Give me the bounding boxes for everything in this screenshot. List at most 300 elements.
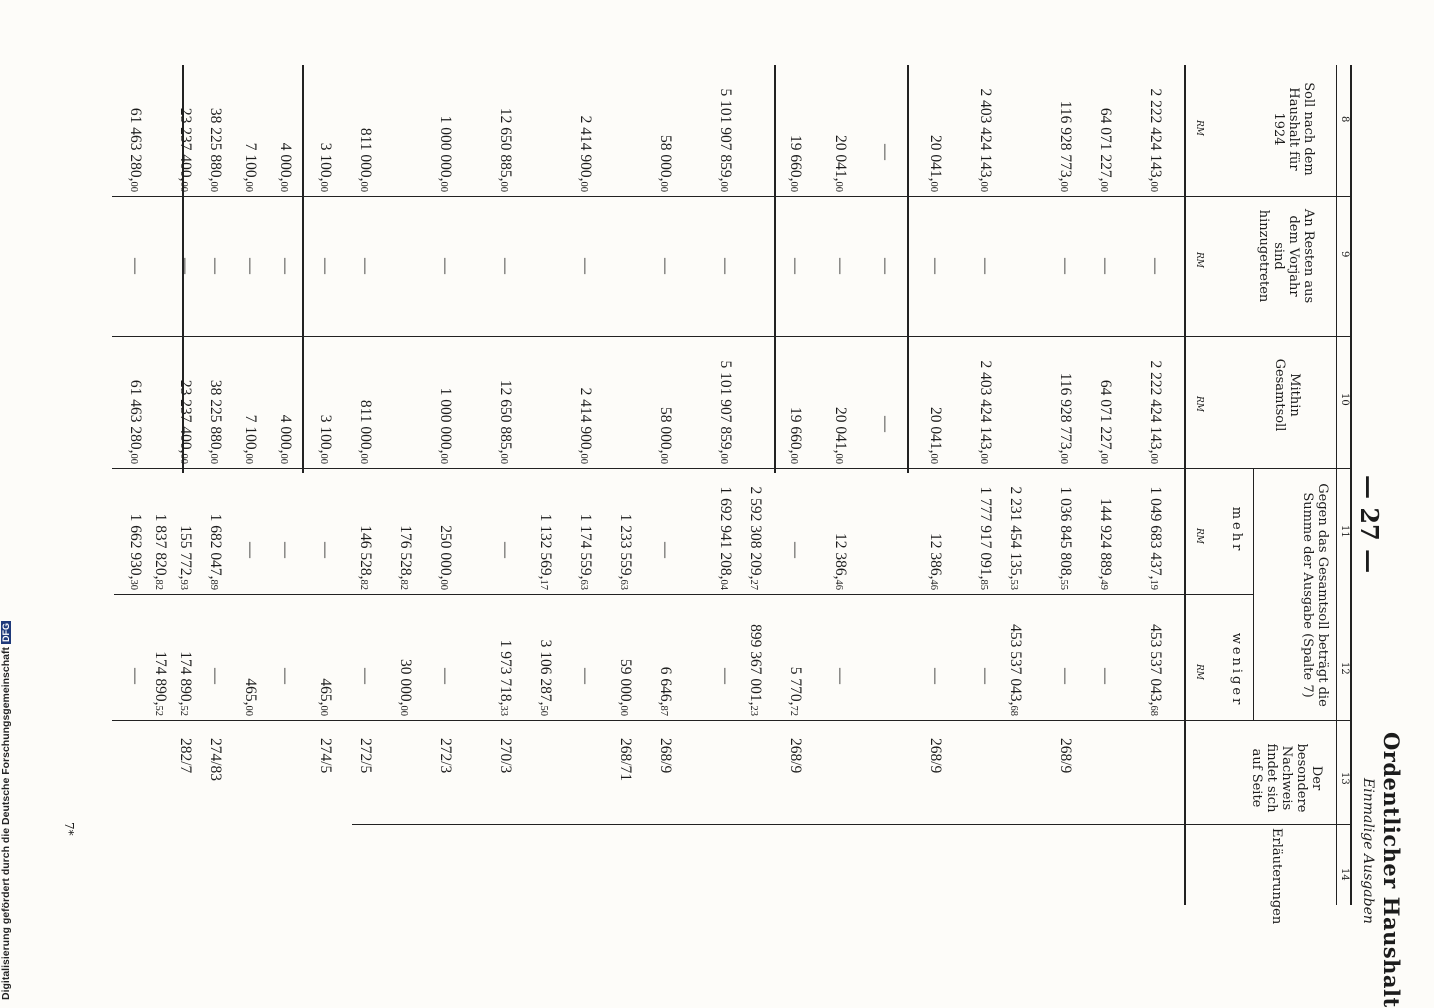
amount-decimals: 85 xyxy=(978,579,989,590)
cell-page-ref: 274/83 xyxy=(207,738,224,782)
amount-decimals: 00 xyxy=(278,181,289,192)
amount: 1 692 941 208, xyxy=(717,486,734,580)
cell-c12 xyxy=(656,667,674,716)
amount: 19 660, xyxy=(787,407,804,454)
amount: 2 592 308 209, xyxy=(747,486,764,580)
header-nachweis: Der besondere Nachweis findet sich auf Seite xyxy=(1249,743,1324,813)
amount: 5 770, xyxy=(787,666,804,706)
amount: 1 036 845 808, xyxy=(1057,486,1074,580)
cell-c12 xyxy=(316,678,334,716)
cell-c9: — xyxy=(657,258,674,274)
amount: 176 528, xyxy=(397,525,414,580)
amount-decimals: 00 xyxy=(498,453,509,464)
cell-c10 xyxy=(926,407,944,464)
amount: 146 528, xyxy=(357,525,374,580)
amount-decimals: 89 xyxy=(208,579,219,590)
amount-decimals: 00 xyxy=(178,181,189,192)
cell-c10: — xyxy=(877,416,894,432)
amount: 7 100, xyxy=(242,414,259,454)
cell-c11 xyxy=(746,487,764,591)
amount: 144 924 889, xyxy=(1097,498,1114,580)
amount: 465, xyxy=(242,678,259,706)
amount: 2 222 424 143, xyxy=(1147,88,1164,182)
amount: 1 000 000, xyxy=(437,387,454,454)
amount-decimals: 00 xyxy=(1058,181,1069,192)
cell-c12: — xyxy=(1097,668,1114,684)
cell-c9: — xyxy=(127,258,144,274)
cell-c9: — xyxy=(497,258,514,274)
colnum-13: 13 xyxy=(1339,772,1350,785)
cell-c12: — xyxy=(717,668,734,684)
cell-c10 xyxy=(126,380,144,464)
amount-decimals: 00 xyxy=(358,181,369,192)
amount: 3 100, xyxy=(317,414,334,454)
cell-c9: — xyxy=(787,258,804,274)
amount: 6 646, xyxy=(657,666,674,706)
cell-c9: — xyxy=(1147,258,1164,274)
amount-decimals: 50 xyxy=(538,705,549,716)
cell-c11: — xyxy=(277,542,294,558)
col-rule-3 xyxy=(112,468,1352,469)
cell-c11 xyxy=(831,533,849,590)
header-soll: Soll nach dem Haushalt für 1924 xyxy=(1271,82,1316,176)
amount: 58 000, xyxy=(657,407,674,454)
cell-c9: — xyxy=(177,258,194,274)
cell-page-ref: 272/3 xyxy=(437,738,454,774)
amount-decimals: 00 xyxy=(358,453,369,464)
colnum-10: 10 xyxy=(1339,393,1350,406)
amount: 61 463 280, xyxy=(127,379,144,454)
page-number: — 27 — xyxy=(1355,475,1384,574)
cell-c10 xyxy=(496,380,514,464)
colnum-12: 12 xyxy=(1339,662,1350,675)
amount-decimals: 00 xyxy=(718,181,729,192)
amount-decimals: 17 xyxy=(538,579,549,590)
cell-c12: — xyxy=(437,668,454,684)
amount: 1 233 559, xyxy=(617,513,634,580)
amount-decimals: 00 xyxy=(243,705,254,716)
cell-c12 xyxy=(241,678,259,716)
amount-decimals: 00 xyxy=(243,453,254,464)
cell-c11 xyxy=(356,525,374,590)
header-top-rule xyxy=(1350,65,1352,905)
cell-c12 xyxy=(746,624,764,716)
cell-c8 xyxy=(786,135,804,192)
header-gesamtsoll: Mithin Gesamtsoll xyxy=(1272,358,1302,432)
amount-decimals: 00 xyxy=(833,181,844,192)
amount-decimals: 00 xyxy=(658,181,669,192)
cell-page-ref: 282/7 xyxy=(177,738,194,774)
cell-c8 xyxy=(436,116,454,192)
cell-c12: — xyxy=(977,668,994,684)
amount: 174 890, xyxy=(152,651,169,706)
digitization-text: Digitalisierung gefördert durch die Deutsche Forschungsgemeinschaft xyxy=(0,647,12,1000)
cell-c10 xyxy=(716,361,734,465)
amount: 1 973 718, xyxy=(497,639,514,706)
amount: 20 041, xyxy=(832,407,849,454)
amount: 453 537 043, xyxy=(1147,624,1164,706)
cell-c10 xyxy=(276,415,294,464)
cell-c10 xyxy=(176,380,194,464)
amount-decimals: 00 xyxy=(498,181,509,192)
cell-page-ref: 268/9 xyxy=(787,738,804,774)
amount-decimals: 00 xyxy=(278,453,289,464)
cell-c12 xyxy=(786,667,804,716)
amount: 12 650 885, xyxy=(497,379,514,454)
header-mehr: mehr xyxy=(1229,506,1244,554)
col-rule-4 xyxy=(114,594,1254,595)
amount-decimals: 23 xyxy=(748,705,759,716)
col-rule-6 xyxy=(352,824,1352,825)
amount: 453 537 043, xyxy=(1007,624,1024,706)
cell-c8 xyxy=(316,143,334,192)
amount-decimals: 00 xyxy=(243,181,254,192)
cell-c10 xyxy=(656,407,674,464)
cell-c11: — xyxy=(317,542,334,558)
amount-decimals: 00 xyxy=(718,453,729,464)
colnum-8: 8 xyxy=(1339,116,1350,123)
cell-c10 xyxy=(831,407,849,464)
cell-page-ref: 272/5 xyxy=(357,738,374,774)
cell-c10 xyxy=(1056,373,1074,464)
cell-c12 xyxy=(396,659,414,716)
amount: 5 101 907 859, xyxy=(717,360,734,454)
amount: 2 414 900, xyxy=(577,115,594,182)
amount-decimals: 30 xyxy=(128,579,139,590)
cell-c10 xyxy=(786,407,804,464)
cell-c11 xyxy=(1056,487,1074,591)
amount-decimals: 00 xyxy=(788,453,799,464)
cell-c9: — xyxy=(317,258,334,274)
cell-c12 xyxy=(176,651,194,716)
amount-decimals: 19 xyxy=(1148,579,1159,590)
cell-c8 xyxy=(276,143,294,192)
dfg-logo: DFG xyxy=(1,623,11,643)
amount-decimals: 00 xyxy=(578,181,589,192)
cell-c8 xyxy=(576,116,594,192)
amount: 38 225 880, xyxy=(207,379,224,454)
amount: 811 000, xyxy=(357,399,374,454)
amount: 4 000, xyxy=(277,142,294,182)
cell-c10 xyxy=(241,415,259,464)
amount: 1 049 683 437, xyxy=(1147,486,1164,580)
cell-page-ref: 268/71 xyxy=(617,738,634,782)
cell-c12: — xyxy=(927,668,944,684)
digitization-note xyxy=(0,600,12,1000)
cell-c8 xyxy=(1056,101,1074,192)
colnum-9: 9 xyxy=(1339,251,1350,258)
cell-c8 xyxy=(1146,89,1164,193)
amount-decimals: 00 xyxy=(438,181,449,192)
amount-decimals: 68 xyxy=(1148,705,1159,716)
amount-decimals: 00 xyxy=(318,181,329,192)
amount: 64 071 227, xyxy=(1097,379,1114,454)
header-weniger: weniger xyxy=(1229,632,1244,708)
amount: 2 414 900, xyxy=(577,387,594,454)
cell-c9: — xyxy=(717,258,734,274)
unit-c12: RM xyxy=(1194,664,1204,680)
cell-c12 xyxy=(616,659,634,716)
cell-c8 xyxy=(356,128,374,192)
amount-decimals: 00 xyxy=(578,453,589,464)
cell-c9: — xyxy=(1097,258,1114,274)
cell-c11 xyxy=(716,487,734,591)
amount: 1 000 000, xyxy=(437,115,454,182)
cell-c11 xyxy=(1096,498,1114,590)
cell-c8 xyxy=(241,143,259,192)
amount: 12 386, xyxy=(832,533,849,580)
col-rule-2 xyxy=(112,336,1352,337)
col-rule-5 xyxy=(112,720,1352,721)
amount-decimals: 00 xyxy=(928,453,939,464)
amount: 5 101 907 859, xyxy=(717,88,734,182)
cell-c11 xyxy=(576,514,594,590)
cell-c11: — xyxy=(657,542,674,558)
amount-decimals: 00 xyxy=(978,453,989,464)
cell-c8 xyxy=(926,135,944,192)
cell-c8 xyxy=(656,135,674,192)
amount: 1 132 569, xyxy=(537,513,554,580)
amount: 61 463 280, xyxy=(127,107,144,182)
cell-c12 xyxy=(1006,624,1024,716)
amount-decimals: 00 xyxy=(178,453,189,464)
cell-c10 xyxy=(976,361,994,465)
amount-decimals: 00 xyxy=(978,181,989,192)
cell-c9: — xyxy=(577,258,594,274)
cell-c10 xyxy=(316,415,334,464)
cell-c9: — xyxy=(832,258,849,274)
colnum-rule xyxy=(1336,65,1337,905)
cell-c11: — xyxy=(787,542,804,558)
cell-c9: — xyxy=(877,258,894,274)
amount-decimals: 00 xyxy=(438,579,449,590)
cell-c12: — xyxy=(127,668,144,684)
header-bottom-rule xyxy=(1184,65,1186,905)
cell-c11 xyxy=(151,514,169,590)
cell-c12 xyxy=(496,640,514,716)
cell-page-ref: 268/9 xyxy=(1057,738,1074,774)
col-rule-1 xyxy=(112,196,1352,197)
amount: 20 041, xyxy=(832,135,849,182)
cell-c9: — xyxy=(437,258,454,274)
amount-decimals: 00 xyxy=(208,181,219,192)
amount: 3 106 287, xyxy=(537,639,554,706)
cell-c11 xyxy=(436,525,454,590)
cell-c12 xyxy=(1146,624,1164,716)
cell-c12: — xyxy=(357,668,374,684)
cell-c9: — xyxy=(277,258,294,274)
table-subtitle: Einmalige Ausgaben xyxy=(1360,778,1376,924)
amount-decimals: 00 xyxy=(833,453,844,464)
cell-c9: — xyxy=(977,258,994,274)
amount: 3 100, xyxy=(317,142,334,182)
cell-c9: — xyxy=(207,258,224,274)
amount-decimals: 00 xyxy=(1058,453,1069,464)
amount: 811 000, xyxy=(357,127,374,182)
cell-c11: — xyxy=(497,542,514,558)
colnum-14: 14 xyxy=(1339,868,1350,881)
amount-decimals: 00 xyxy=(658,453,669,464)
cell-c11 xyxy=(976,487,994,591)
cell-c11 xyxy=(926,533,944,590)
cell-c11 xyxy=(1006,487,1024,591)
amount: 155 772, xyxy=(177,525,194,580)
cell-c8: — xyxy=(877,144,894,160)
header-erlaeuterungen: Erläuterungen xyxy=(1269,828,1284,925)
amount: 38 225 880, xyxy=(207,107,224,182)
section-rule-3 xyxy=(302,65,304,473)
amount: 19 660, xyxy=(787,135,804,182)
amount: 20 041, xyxy=(927,407,944,454)
amount-decimals: 00 xyxy=(318,705,329,716)
section-rule-2 xyxy=(774,65,776,473)
cell-page-ref: 268/9 xyxy=(657,738,674,774)
amount: 12 386, xyxy=(927,533,944,580)
amount: 2 403 424 143, xyxy=(977,360,994,454)
amount: 23 237 400, xyxy=(177,107,194,182)
cell-c11 xyxy=(616,514,634,590)
amount: 250 000, xyxy=(437,525,454,580)
amount: 59 000, xyxy=(617,659,634,706)
amount-decimals: 72 xyxy=(788,705,799,716)
cell-c8 xyxy=(176,108,194,192)
amount-decimals: 27 xyxy=(748,579,759,590)
cell-c11 xyxy=(536,514,554,590)
amount-decimals: 00 xyxy=(1098,181,1109,192)
amount-decimals: 55 xyxy=(1058,579,1069,590)
cell-c11 xyxy=(176,525,194,590)
amount-decimals: 00 xyxy=(1148,181,1159,192)
amount: 2 231 454 135, xyxy=(1007,486,1024,580)
cell-page-ref: 270/3 xyxy=(497,738,514,774)
unit-c11: RM xyxy=(1194,528,1204,544)
amount-decimals: 00 xyxy=(618,705,629,716)
amount: 1 662 930, xyxy=(127,513,144,580)
amount-decimals: 46 xyxy=(833,579,844,590)
table-title: Ordentlicher Haushalt xyxy=(1379,732,1404,1008)
cell-c8 xyxy=(1096,108,1114,192)
amount-decimals: 52 xyxy=(178,705,189,716)
cell-c12: — xyxy=(832,668,849,684)
cell-c10 xyxy=(356,400,374,464)
cell-c12: — xyxy=(207,668,224,684)
cell-c11 xyxy=(396,525,414,590)
amount-decimals: 04 xyxy=(718,579,729,590)
cell-c8 xyxy=(831,135,849,192)
unit-c10: RM xyxy=(1194,396,1204,412)
amount-decimals: 82 xyxy=(153,579,164,590)
amount: 899 367 001, xyxy=(747,624,764,706)
amount: 58 000, xyxy=(657,135,674,182)
cell-c9: — xyxy=(242,258,259,274)
amount-decimals: 52 xyxy=(153,705,164,716)
amount: 7 100, xyxy=(242,142,259,182)
amount: 1 174 559, xyxy=(577,513,594,580)
amount: 116 928 773, xyxy=(1057,100,1074,182)
amount-decimals: 00 xyxy=(128,181,139,192)
cell-c9: — xyxy=(1057,258,1074,274)
amount: 64 071 227, xyxy=(1097,107,1114,182)
cell-page-ref: 274/5 xyxy=(317,738,334,774)
colnum-11: 11 xyxy=(1339,525,1350,538)
cell-c11 xyxy=(206,514,224,590)
cell-c8 xyxy=(976,89,994,193)
cell-c8 xyxy=(126,108,144,192)
amount-decimals: 63 xyxy=(578,579,589,590)
amount-decimals: 00 xyxy=(208,453,219,464)
amount-decimals: 82 xyxy=(398,579,409,590)
amount-decimals: 46 xyxy=(928,579,939,590)
cell-c12: — xyxy=(277,668,294,684)
cell-c12 xyxy=(536,640,554,716)
amount: 12 650 885, xyxy=(497,107,514,182)
amount-decimals: 00 xyxy=(398,705,409,716)
amount-decimals: 93 xyxy=(178,579,189,590)
cell-c10 xyxy=(1146,361,1164,465)
cell-c8 xyxy=(206,108,224,192)
unit-c9: RM xyxy=(1194,252,1204,268)
amount-decimals: 00 xyxy=(788,181,799,192)
cell-c11 xyxy=(1146,487,1164,591)
cell-c12 xyxy=(151,651,169,716)
cell-c10 xyxy=(1096,380,1114,464)
cell-c8 xyxy=(716,89,734,193)
amount: 1 777 917 091, xyxy=(977,486,994,580)
amount: 465, xyxy=(317,678,334,706)
amount: 1 837 820, xyxy=(152,513,169,580)
amount-decimals: 87 xyxy=(658,705,669,716)
amount: 174 890, xyxy=(177,651,194,706)
cell-page-ref: 268/9 xyxy=(927,738,944,774)
amount-decimals: 68 xyxy=(1008,705,1019,716)
amount: 2 403 424 143, xyxy=(977,88,994,182)
header-reste: An Resten aus dem Vorjahr sind hinzugetreten xyxy=(1256,208,1316,304)
cell-c10 xyxy=(206,380,224,464)
amount: 23 237 400, xyxy=(177,379,194,454)
amount-decimals: 63 xyxy=(618,579,629,590)
amount: 4 000, xyxy=(277,414,294,454)
amount-decimals: 00 xyxy=(438,453,449,464)
cell-c12: — xyxy=(1057,668,1074,684)
cell-c9: — xyxy=(357,258,374,274)
amount-decimals: 00 xyxy=(318,453,329,464)
amount: 20 041, xyxy=(927,135,944,182)
unit-c8: RM xyxy=(1194,120,1204,136)
cell-c10 xyxy=(436,388,454,464)
amount-decimals: 00 xyxy=(128,453,139,464)
amount-decimals: 82 xyxy=(358,579,369,590)
amount-decimals: 53 xyxy=(1008,579,1019,590)
amount-decimals: 33 xyxy=(498,705,509,716)
header-gegen: Gegen das Gesamtsoll beträgt die Summe der Ausgabe (Spalte 7) xyxy=(1300,483,1330,707)
amount: 1 682 047, xyxy=(207,513,224,580)
footer-mark: 7* xyxy=(62,822,76,836)
amount: 116 928 773, xyxy=(1057,372,1074,454)
amount-decimals: 00 xyxy=(1148,453,1159,464)
section-rule-1 xyxy=(907,65,909,473)
cell-c12: — xyxy=(577,668,594,684)
amount-decimals: 00 xyxy=(1098,453,1109,464)
amount: 2 222 424 143, xyxy=(1147,360,1164,454)
cell-c8 xyxy=(496,108,514,192)
cell-c9: — xyxy=(927,258,944,274)
amount-decimals: 00 xyxy=(928,181,939,192)
cell-c11: — xyxy=(242,542,259,558)
cell-c11 xyxy=(126,514,144,590)
amount: 30 000, xyxy=(397,659,414,706)
amount-decimals: 49 xyxy=(1098,579,1109,590)
cell-c10 xyxy=(576,388,594,464)
